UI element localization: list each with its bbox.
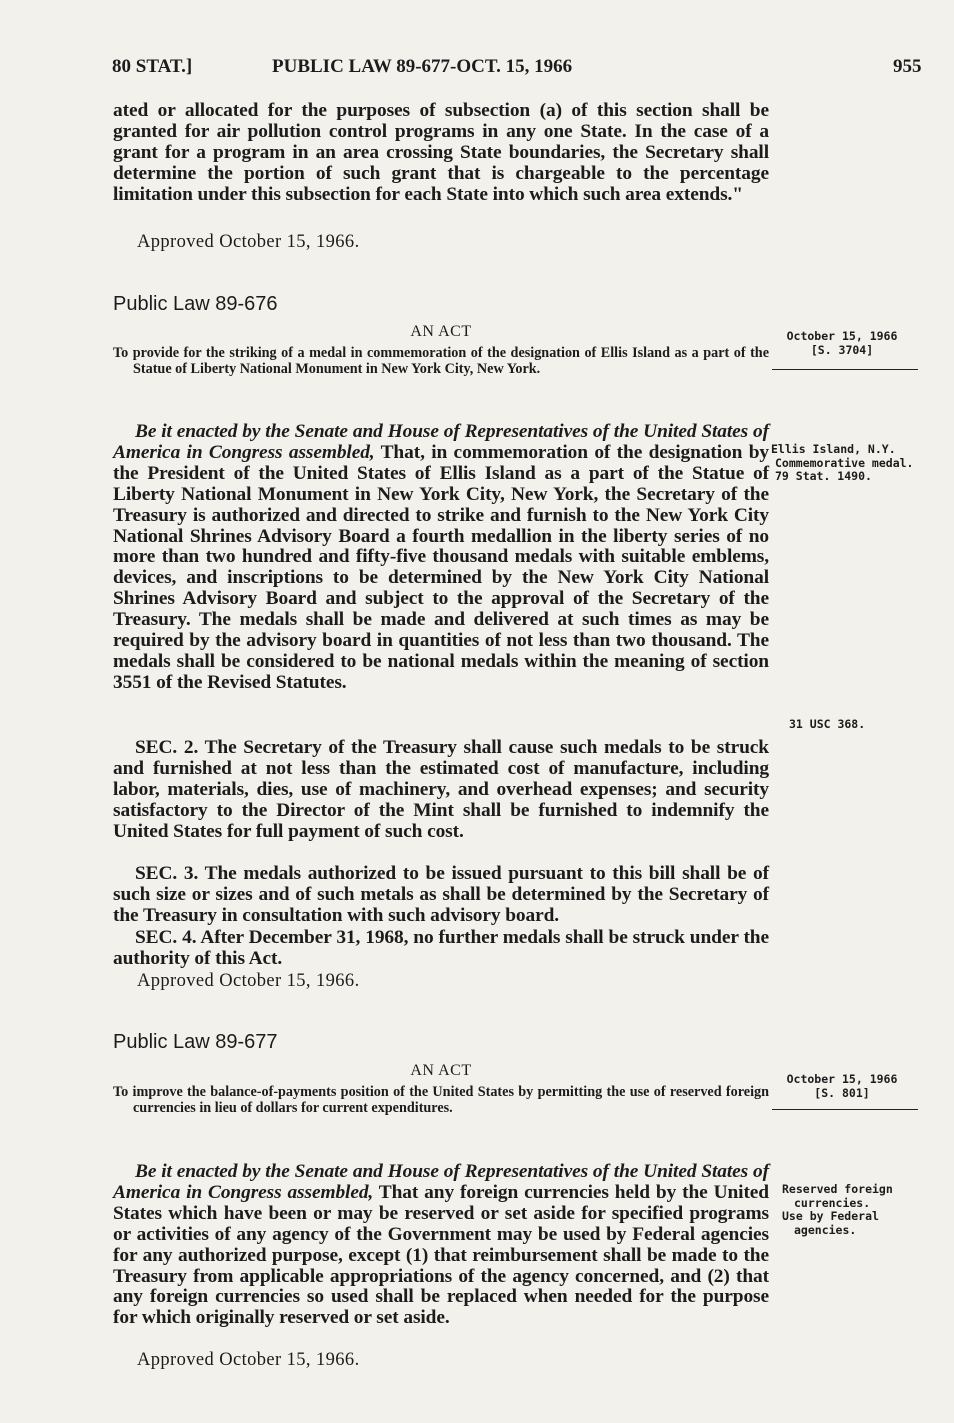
law-676-margin-rule [772,369,918,370]
law-676-section-1-text: That, in commemoration of the designation by the President of the United States of Ellis Island as a part of the Statue of Liberty National Monument in New York City, New York, the Secretary of the Treasury is authorized and directed to strike and furnish to the New York City National Shrines Advisory Board a fourth medallion in the liberty series of no more than two hundred and fifty-five thousand medals with suitable emblems, devices, and inscriptions to be determined by the New York City National Shrines Advisory Board and subject to the approval of the Secretary of the Treasury. The medals shall be made and delivered at such times as may be required by the advisory board in quantities of not less than two thousand. The medals shall be considered to be national medals within the meaning of section 3551 of the Revised Statutes. [113,441,769,693]
law-676-sec-2-text: The Secretary of the Treasury shall cause such medals to be struck and furnished at not less than the estimated cost of manufacture, including labor, materials, dies, use of machinery, and overhead expenses; and security satisfactory to the Director of the Mint shall be furnished to indemnify the United States for full payment of such cost. [113,737,769,842]
law-676-margin-usc: 31 USC 368. [789,717,866,731]
law-676-section-1 [113,422,769,694]
law-676-act-label: AN ACT [410,323,472,340]
law-676-purpose-text: To provide for the striking of a medal in commemoration of the designation of Ellis Island as a part of the Statue of Liberty National Monument in New York City, New York. [113,345,769,377]
law-677-title: Public Law 89-677 [113,1031,278,1053]
law-677-text [113,1162,769,1329]
law-676-margin-note-1: Ellis Island, N.Y. [771,442,896,456]
continuation-text: ated or allocated for the purposes of subsection (a) of this section shall be granted for air pollution control programs in any one State. In the case of a grant for a program in an area crossing State boundaries, the Secretary shall determine the portion of such grant that is chargeable to the percentage limitation under this subsection for each State into which such area extends." [113,100,769,205]
header-stat-reference: 80 STAT.] [112,56,193,77]
law-676-section-4 [113,928,769,970]
law-677-margin-notes [778,1183,903,1237]
law-676-margin-date-block [783,330,933,357]
law-677-margin-rule [772,1109,918,1110]
law-676-margin-note-3: 79 Stat. 1490. [775,469,872,483]
law-677-enacting-clause: Be it enacted by the Senate and House of Representatives of the United States of America in Congress assembled, [113,1161,769,1203]
law-676-section-2 [113,738,769,843]
law-676-enacting-clause: Be it enacted by the Senate and House of Representatives of the United States of America in Congress assembled, [113,421,769,463]
law-676-margin-date: October 15, 1966 [786,329,898,343]
law-677-margin-note-2: Use by Federal agencies. [782,1209,879,1237]
law-676-approved: Approved October 15, 1966. [137,971,360,991]
law-676-sec-2-label: SEC. 2. [135,737,199,758]
law-676-margin-bill: [S. 3704] [810,342,874,357]
law-677-margin-date-block [783,1073,933,1100]
law-677-approved: Approved October 15, 1966. [137,1350,360,1370]
law-677-margin-bill: [S. 801] [814,1085,870,1100]
law-676-sec-3-text: The medals authorized to be issued pursuant to this bill shall be of such size or sizes and of such metals as shall be determined by the Secretary of the Treasury in consultation with such advisory board. [113,863,769,926]
page-header [0,56,954,86]
law-676-margin-note-2: Commemorative medal. [775,455,914,470]
law-676-section-3 [113,864,769,927]
header-title: PUBLIC LAW 89-677-OCT. 15, 1966 [272,56,573,77]
law-676-margin-notes [771,443,921,484]
law-677-margin-date: October 15, 1966 [786,1072,898,1086]
law-677-purpose [113,1084,769,1116]
law-677-body-text: That any foreign currencies held by the United States which have been or may be reserved or set aside for specified programs or activities of any agency of the Government may be used by Federal agencies for any authorized purpose, except (1) that reimbursement shall be made to the Treasury from applicable appropriations of the agency concerned, and (2) that any foreign currencies so used shall be replaced when needed for the purpose for which originally reserved or set aside. [113,1181,769,1329]
law-676-sec-4-label: SEC. 4. [135,927,197,948]
continuation-approved: Approved October 15, 1966. [137,232,360,252]
law-676-title: Public Law 89-676 [113,293,278,315]
law-677-margin-note-1: Reserved foreign currencies. [782,1182,893,1210]
law-676-sec-4-text: After December 31, 1968, no further medals shall be struck under the authority of this Act. [113,927,769,969]
law-676-purpose [113,345,769,377]
continuation-paragraph [113,101,769,206]
law-677-act-label: AN ACT [410,1062,472,1079]
page-number: 955 [893,56,922,77]
law-677-purpose-text: To improve the balance-of-payments position of the United States by permitting the use of reserved foreign currencies in lieu of dollars for current expenditures. [113,1084,769,1116]
law-676-sec-3-label: SEC. 3. [135,863,199,884]
